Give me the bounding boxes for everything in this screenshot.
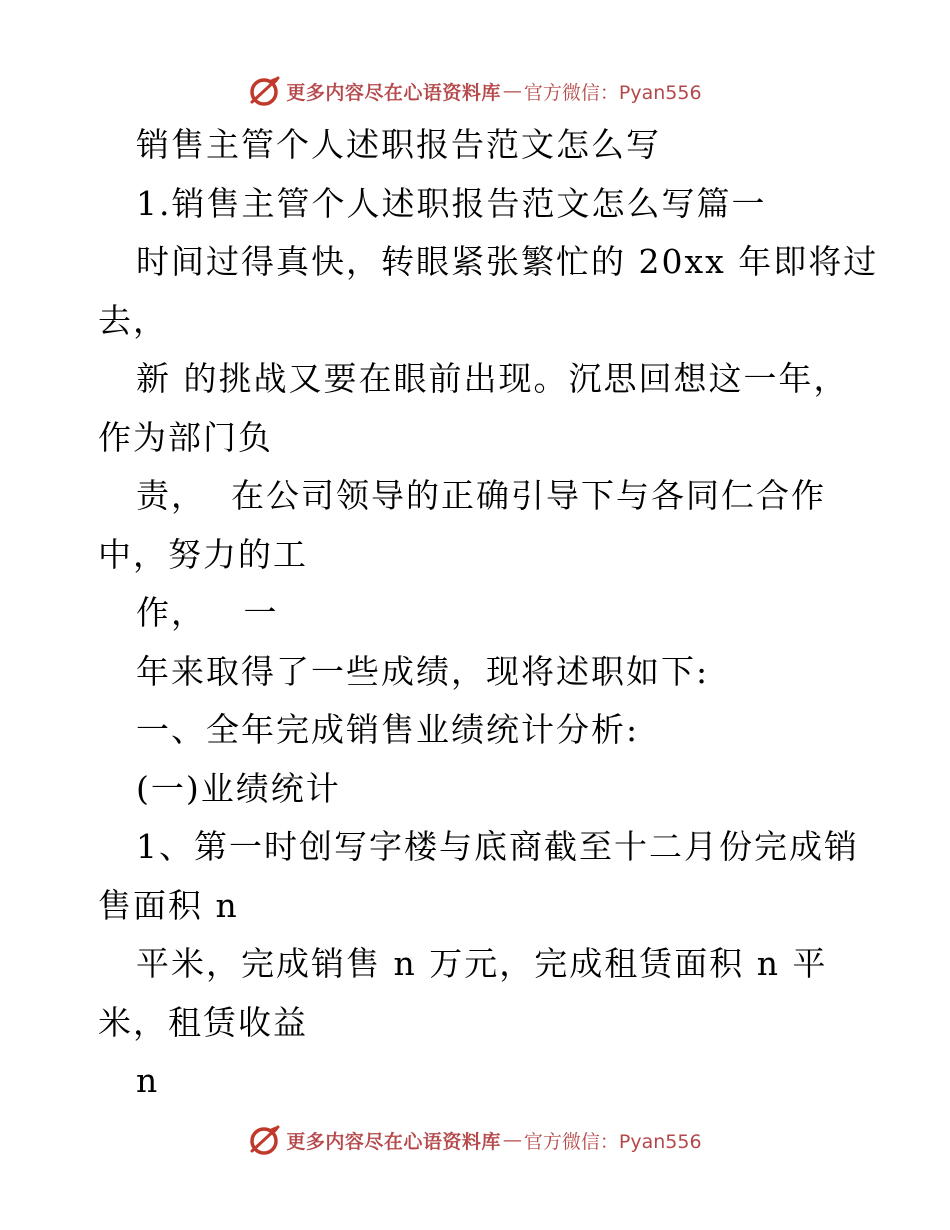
section-heading: 1.销售主管个人述职报告范文怎么写篇一: [136, 183, 767, 223]
quill-logo-icon: [248, 74, 282, 108]
banner-dash: —: [502, 1129, 522, 1151]
quill-logo-icon: [248, 1123, 282, 1157]
footer-watermark-banner: [0, 1120, 950, 1160]
banner-title: 更多内容尽在心语资料库: [286, 1130, 501, 1153]
header-watermark-banner: [0, 71, 950, 111]
paragraph-line: 中，努力的工: [98, 534, 308, 574]
paragraph-line: 年来取得了一些成绩，现将述职如下:: [136, 651, 710, 691]
section-heading: 一、全年完成销售业绩统计分析:: [136, 710, 640, 749]
subsection-heading: (一)业绩统计: [136, 768, 341, 808]
paragraph-line: 时间过得真快，转眼紧张繁忙的 20xx 年即将过: [136, 242, 879, 281]
paragraph-line: 米，租赁收益: [98, 1002, 308, 1042]
paragraph-line: 平米，完成销售 n 万元，完成租赁面积 n 平: [136, 944, 828, 983]
paragraph-line: 售面积 n: [98, 885, 239, 925]
banner-title: 更多内容尽在心语资料库: [286, 81, 501, 104]
banner-dash: —: [502, 80, 522, 102]
paragraph-line: 去，: [98, 300, 168, 340]
doc-title: 销售主管个人述职报告范文怎么写: [136, 125, 661, 164]
paragraph-line: 作为部门负: [98, 417, 273, 457]
banner-wechat: 官方微信：Pyan556: [523, 1130, 702, 1153]
paragraph-line: n: [136, 1061, 160, 1100]
paragraph-line: 1、第一时创写字楼与底商截至十二月份完成销: [136, 827, 859, 866]
document-body: [98, 116, 879, 1111]
paragraph-line: 作， 一: [136, 593, 279, 632]
banner-wechat: 官方微信：Pyan556: [523, 81, 702, 104]
paragraph-line: 新 的挑战又要在眼前出现。沉思回想这一年，: [136, 359, 849, 398]
paragraph-line: 责， 在公司领导的正确引导下与各同仁合作: [136, 476, 826, 515]
